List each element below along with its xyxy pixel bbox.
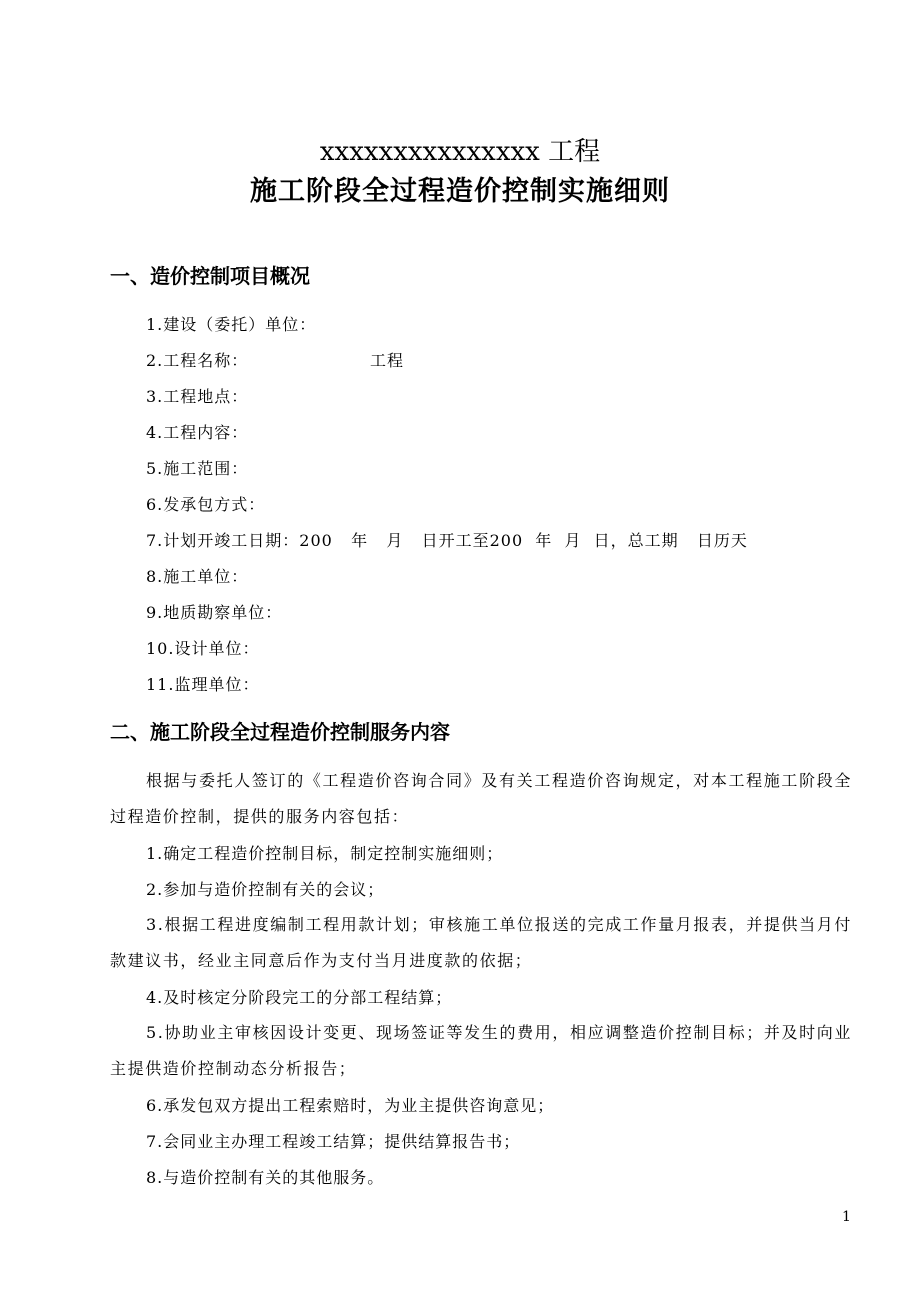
overview-item-scope: 5.施工范围： xyxy=(146,459,249,478)
overview-item-schedule: 7.计划开竣工日期：200 年 月 日开工至200 年 月 日，总工期 日历天 xyxy=(146,531,748,550)
service-item: 7.会同业主办理工程竣工结算；提供结算报告书； xyxy=(146,1132,521,1151)
overview-item-content: 4.工程内容： xyxy=(146,423,249,442)
service-item: 2.参加与造价控制有关的会议； xyxy=(146,880,385,899)
overview-item-contractor: 8.施工单位： xyxy=(146,567,249,586)
service-item: 5.协助业主审核因设计变更、现场签证等发生的费用，相应调整造价控制目标；并及时向业主提供造价控制动态分析报告； xyxy=(110,1023,852,1078)
overview-item-design-unit: 10.设计单位： xyxy=(146,639,260,658)
overview-item-client: 1.建设（委托）单位： xyxy=(146,315,317,334)
service-item: 4.及时核定分阶段完工的分部工程结算； xyxy=(146,988,453,1007)
page-number: 1 xyxy=(842,1209,851,1225)
project-title: xxxxxxxxxxxxxxx 工程 xyxy=(319,137,601,167)
overview-item-project-name: 2.工程名称： 工程 xyxy=(146,351,404,370)
service-item: 3.根据工程进度编制工程用款计划；审核施工单位报送的完成工作量月报表，并提供当月付款建议书，经业主同意后作为支付当月进度款的依据； xyxy=(110,915,852,970)
service-item: 6.承发包双方提出工程索赔时，为业主提供咨询意见； xyxy=(146,1096,555,1115)
overview-item-supervision-unit: 11.监理单位： xyxy=(146,675,260,694)
section2-heading: 二、施工阶段全过程造价控制服务内容 xyxy=(110,720,450,744)
service-item: 1.确定工程造价控制目标，制定控制实施细则； xyxy=(146,844,504,863)
services-intro-paragraph: 根据与委托人签订的《工程造价咨询合同》及有关工程造价咨询规定，对本工程施工阶段全过程造价控制，提供的服务内容包括： xyxy=(110,771,852,826)
overview-item-survey-unit: 9.地质勘察单位： xyxy=(146,603,283,622)
service-item: 8.与造价控制有关的其他服务。 xyxy=(146,1168,385,1187)
document-title: 施工阶段全过程造价控制实施细则 xyxy=(250,176,670,207)
overview-item-location: 3.工程地点： xyxy=(146,387,249,406)
section1-heading: 一、造价控制项目概况 xyxy=(110,264,310,288)
overview-item-contract-mode: 6.发承包方式： xyxy=(146,495,266,514)
